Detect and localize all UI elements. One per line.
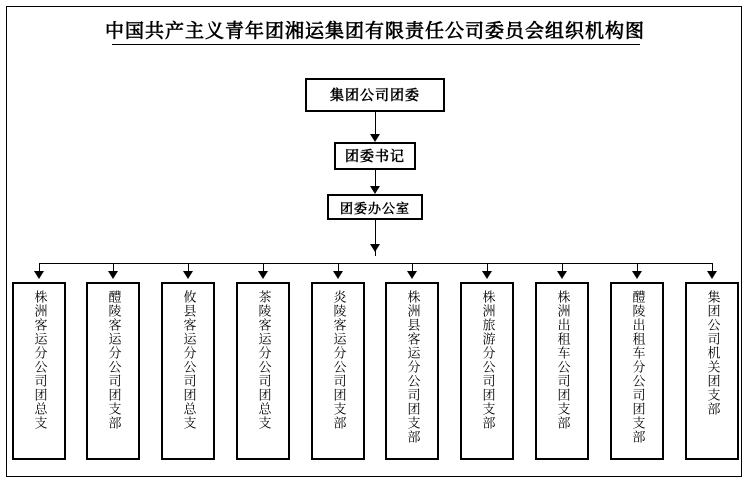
node-label: 团委办公室 bbox=[328, 195, 422, 219]
arrow-leaf-4 bbox=[258, 271, 268, 279]
node-label: 团委书记 bbox=[335, 143, 415, 169]
node-branch-inner bbox=[312, 283, 364, 459]
node-branch-1[interactable] bbox=[12, 282, 66, 460]
node-branch-inner bbox=[87, 283, 139, 459]
node-branch-label: 株洲县客运分公司团支部 bbox=[404, 290, 420, 444]
node-branch-5[interactable] bbox=[311, 282, 365, 460]
node-branch-inner bbox=[536, 283, 588, 459]
page-title: 中国共产主义青年团湘运集团有限责任公司委员会组织机构图 bbox=[104, 20, 645, 42]
node-branch-label: 株洲旅游分公司团支部 bbox=[479, 290, 495, 430]
distribution-bus bbox=[39, 263, 712, 264]
node-branch-7[interactable] bbox=[460, 282, 514, 460]
arrow-secretary-to-office bbox=[370, 186, 380, 194]
node-branch-9[interactable] bbox=[610, 282, 664, 460]
node-branch-label: 攸县客运分公司团总支 bbox=[180, 290, 196, 430]
arrow-leaf-1 bbox=[34, 271, 44, 279]
node-branch-inner bbox=[461, 283, 513, 459]
node-branch-label: 茶陵客运分公司团总支 bbox=[255, 290, 271, 430]
node-group-youth-league-committee[interactable] bbox=[305, 78, 445, 112]
node-league-office[interactable] bbox=[327, 194, 423, 220]
arrow-leaf-5 bbox=[333, 271, 343, 279]
node-branch-inner bbox=[237, 283, 289, 459]
arrow-leaf-2 bbox=[108, 271, 118, 279]
node-league-secretary[interactable] bbox=[334, 142, 416, 170]
node-branch-label: 炎陵客运分公司团支部 bbox=[330, 290, 346, 430]
arrow-leaf-8 bbox=[557, 271, 567, 279]
node-branch-inner bbox=[13, 283, 65, 459]
arrow-leaf-6 bbox=[407, 271, 417, 279]
node-branch-inner bbox=[386, 283, 438, 459]
connector-secretary-to-office bbox=[375, 170, 376, 186]
node-branch-2[interactable] bbox=[86, 282, 140, 460]
node-branch-inner bbox=[611, 283, 663, 459]
arrow-office-trunk bbox=[370, 244, 380, 252]
node-branch-label: 集团公司机关团支部 bbox=[704, 290, 720, 416]
node-branch-label: 株洲出租车公司团支部 bbox=[554, 290, 570, 430]
node-branch-label: 醴陵客运分公司团支部 bbox=[105, 290, 121, 430]
node-label: 集团公司团委 bbox=[306, 79, 444, 111]
node-branch-4[interactable] bbox=[236, 282, 290, 460]
node-branch-inner bbox=[162, 283, 214, 459]
arrow-top-to-secretary bbox=[370, 134, 380, 142]
arrow-leaf-7 bbox=[482, 271, 492, 279]
node-branch-10[interactable] bbox=[685, 282, 739, 460]
arrow-leaf-3 bbox=[183, 271, 193, 279]
node-branch-8[interactable] bbox=[535, 282, 589, 460]
node-branch-3[interactable] bbox=[161, 282, 215, 460]
node-branch-label: 株洲客运分公司团总支 bbox=[31, 290, 47, 430]
node-branch-inner bbox=[686, 283, 738, 459]
connector-top-to-secretary bbox=[375, 112, 376, 134]
arrow-leaf-10 bbox=[707, 271, 717, 279]
arrow-leaf-9 bbox=[632, 271, 642, 279]
title-underline bbox=[112, 44, 640, 45]
node-branch-label: 醴陵出租车分公司团支部 bbox=[629, 290, 645, 444]
node-branch-6[interactable] bbox=[385, 282, 439, 460]
